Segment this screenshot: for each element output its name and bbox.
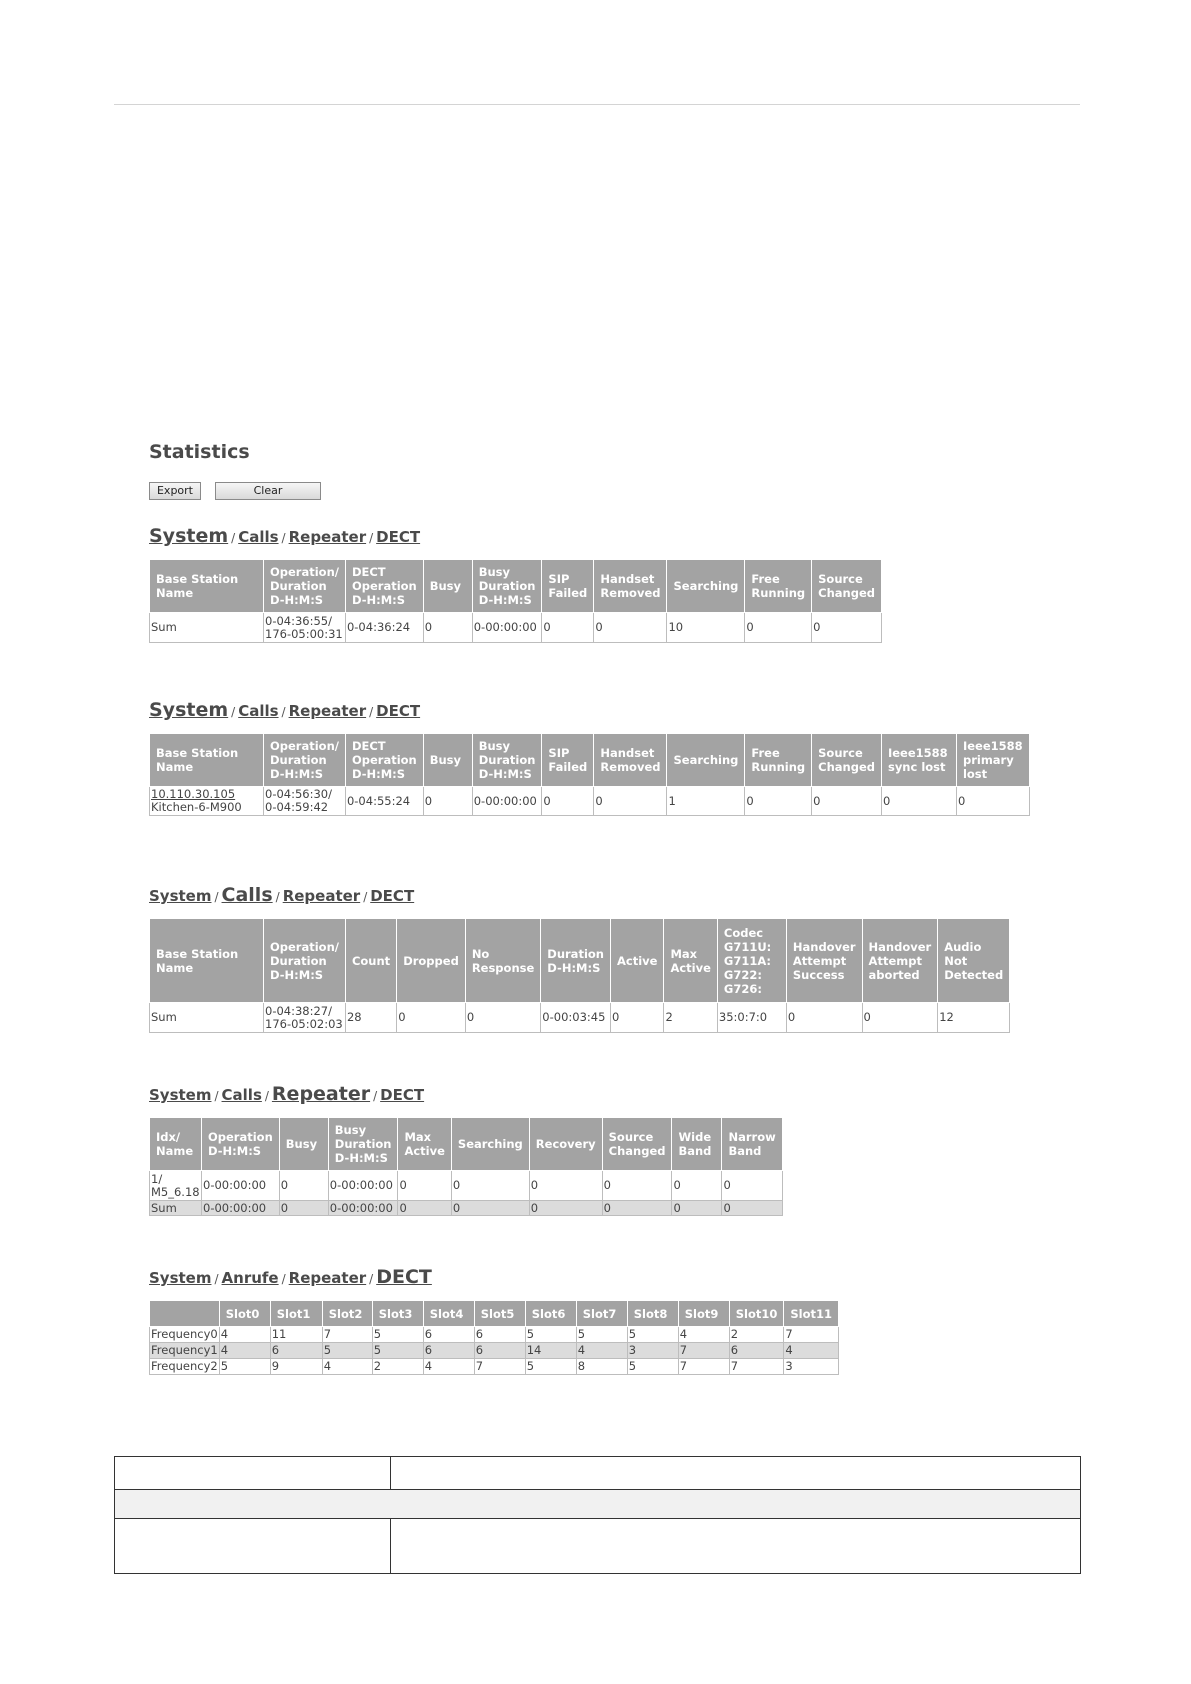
base-station-name: Kitchen-6-M900 <box>151 800 242 814</box>
nav-separator: / <box>231 531 236 545</box>
nav-link-calls[interactable]: Calls <box>221 884 273 906</box>
nav-link-calls[interactable]: Calls <box>238 702 279 720</box>
document-table-cell <box>115 1519 391 1574</box>
nav-link-dect[interactable]: DECT <box>376 702 421 720</box>
table-cell: 4 <box>219 1327 270 1343</box>
col-header: Audio Not Detected <box>938 919 1010 1003</box>
table-cell: 0 <box>672 1171 722 1201</box>
nav-separator: / <box>369 1272 374 1286</box>
nav-link-system[interactable]: System <box>149 887 212 905</box>
nav-separator: / <box>264 1089 269 1103</box>
table-row <box>150 613 882 643</box>
col-header: Slot7 <box>576 1301 627 1327</box>
table-cell: 0 <box>398 1201 451 1216</box>
table-cell: 35:0:7:0 <box>717 1003 786 1033</box>
table-cell: 0 <box>594 787 667 816</box>
table-cell: 0-00:00:00 <box>328 1201 398 1216</box>
col-header: Base Station Name <box>150 560 264 613</box>
table-row <box>150 1201 783 1216</box>
col-header: Slot3 <box>372 1301 423 1327</box>
col-header: Busy Duration D-H:M:S <box>472 734 542 787</box>
table-cell: 0 <box>279 1171 328 1201</box>
nav-link-anrufe[interactable]: Anrufe <box>221 1269 279 1287</box>
table-row <box>150 1343 839 1359</box>
col-header: Slot8 <box>627 1301 678 1327</box>
table-cell: Sum <box>150 1003 264 1033</box>
table-cell: 4 <box>219 1343 270 1359</box>
col-header: Free Running <box>745 734 812 787</box>
table-cell: 0 <box>423 787 472 816</box>
table-cell: 0-00:00:00 <box>202 1171 280 1201</box>
table-cell: 1 <box>667 787 745 816</box>
table-cell: 0 <box>956 787 1029 816</box>
table-cell: 5 <box>219 1359 270 1375</box>
table-cell: 2 <box>664 1003 717 1033</box>
col-header: DECT Operation D-H:M:S <box>345 734 423 787</box>
col-header: Base Station Name <box>150 734 264 787</box>
table-cell: 5 <box>627 1327 678 1343</box>
table-cell: 6 <box>474 1343 525 1359</box>
table-cell: 0 <box>745 787 812 816</box>
dect-slots-table <box>149 1300 839 1375</box>
table-cell: Frequency2 <box>151 1359 218 1373</box>
table-cell: 28 <box>345 1003 396 1033</box>
stats-nav <box>149 1266 1049 1288</box>
table-cell: 6 <box>270 1343 322 1359</box>
table-cell: 0 <box>602 1171 672 1201</box>
col-header: Slot1 <box>270 1301 322 1327</box>
nav-separator: / <box>373 1089 378 1103</box>
operation-cell <box>264 787 346 816</box>
table-cell: 0 <box>465 1003 540 1033</box>
table-cell: 11 <box>270 1327 322 1343</box>
nav-link-system[interactable]: System <box>149 525 229 547</box>
table-cell: 7 <box>474 1359 525 1375</box>
table-row <box>150 1359 839 1375</box>
table-cell: 7 <box>729 1359 784 1375</box>
col-header: Searching <box>667 734 745 787</box>
table-row <box>150 787 1030 816</box>
table-cell: 6 <box>423 1343 474 1359</box>
table-cell: 0-04:36:24 <box>345 613 423 643</box>
system-summary-table <box>149 559 882 643</box>
table-cell: 0 <box>529 1171 602 1201</box>
export-button[interactable]: Export <box>149 482 201 500</box>
nav-separator: / <box>281 531 286 545</box>
col-header: Slot2 <box>322 1301 372 1327</box>
table-cell: 0 <box>672 1201 722 1216</box>
table-cell: 0 <box>722 1171 782 1201</box>
col-header: Ieee1588 sync lost <box>881 734 956 787</box>
table-cell: 3 <box>784 1359 839 1375</box>
col-header: Active <box>610 919 663 1003</box>
col-header: Operation D-H:M:S <box>202 1118 280 1171</box>
page-title: Statistics <box>149 441 250 463</box>
col-header: Slot10 <box>729 1301 784 1327</box>
table-cell: 9 <box>270 1359 322 1375</box>
col-header: Busy <box>279 1118 328 1171</box>
nav-link-dect[interactable]: DECT <box>376 1266 432 1288</box>
stats-nav <box>149 1083 1049 1105</box>
col-header: Count <box>345 919 396 1003</box>
col-header: Codec G711U: G711A: G722: G726: <box>717 919 786 1003</box>
col-header: Slot6 <box>525 1301 576 1327</box>
col-header: Slot4 <box>423 1301 474 1327</box>
nav-link-dect[interactable]: DECT <box>376 528 421 546</box>
col-header: Handset Removed <box>594 734 667 787</box>
table-cell: 0 <box>602 1201 672 1216</box>
table-cell: Frequency1 <box>151 1343 218 1357</box>
col-header: Max Active <box>664 919 717 1003</box>
table-cell: 0 <box>423 613 472 643</box>
document-table-cell <box>391 1457 1081 1490</box>
table-cell: 0 <box>745 613 812 643</box>
nav-separator: / <box>281 1272 286 1286</box>
table-cell: 7 <box>322 1327 372 1343</box>
col-header: Duration D-H:M:S <box>541 919 611 1003</box>
nav-link-dect[interactable]: DECT <box>370 887 415 905</box>
table-cell: Sum <box>150 1201 202 1216</box>
document-table-cell <box>391 1519 1081 1574</box>
table-cell: 5 <box>322 1343 372 1359</box>
table-cell: 5 <box>525 1359 576 1375</box>
col-header: Handover Attempt aborted <box>862 919 938 1003</box>
table-cell: 2 <box>372 1359 423 1375</box>
nav-link-repeater[interactable]: Repeater <box>288 1269 367 1287</box>
nav-separator: / <box>214 1089 219 1103</box>
table-cell: 0-04:55:24 <box>345 787 423 816</box>
col-header: Dropped <box>397 919 466 1003</box>
col-header: Busy Duration D-H:M:S <box>472 560 542 613</box>
table-cell: 5 <box>525 1327 576 1343</box>
table-cell: 6 <box>423 1327 474 1343</box>
table-cell: 3 <box>627 1343 678 1359</box>
col-header: Wide Band <box>672 1118 722 1171</box>
table-cell: 0-00:00:00 <box>472 787 542 816</box>
col-header: Slot5 <box>474 1301 525 1327</box>
col-header: Narrow Band <box>722 1118 782 1171</box>
col-header: Recovery <box>529 1118 602 1171</box>
document-table <box>114 1456 1081 1574</box>
col-header: Source Changed <box>812 734 882 787</box>
table-cell: 0-00:03:45 <box>541 1003 611 1033</box>
col-header: Operation/ Duration D-H:M:S <box>264 560 346 613</box>
col-header: Operation/ Duration D-H:M:S <box>264 919 346 1003</box>
nav-link-dect[interactable]: DECT <box>380 1086 425 1104</box>
table-cell: 0 <box>542 787 594 816</box>
table-cell: 0-04:38:27/ 176-05:02:03 <box>264 1003 346 1033</box>
stats-nav <box>149 884 1049 906</box>
table-cell: 10 <box>667 613 745 643</box>
table-cell: 0-00:00:00 <box>328 1171 398 1201</box>
col-header: Searching <box>667 560 745 613</box>
table-cell: 4 <box>576 1343 627 1359</box>
table-cell: 0 <box>786 1003 862 1033</box>
col-header: SIP Failed <box>542 560 594 613</box>
col-header: Idx/ Name <box>150 1118 202 1171</box>
table-cell: 0-00:00:00 <box>202 1201 280 1216</box>
table-cell: 4 <box>678 1327 729 1343</box>
table-cell: 0 <box>398 1171 451 1201</box>
page-top-rule <box>114 104 1080 105</box>
nav-separator: / <box>275 890 280 904</box>
nav-separator: / <box>369 531 374 545</box>
table-cell: 12 <box>938 1003 1010 1033</box>
col-header: Source Changed <box>812 560 882 613</box>
table-cell: 0 <box>542 613 594 643</box>
operation-value: 0-04:56:30/ <box>265 787 332 801</box>
table-cell: 0-04:36:55/ 176-05:00:31 <box>264 613 346 643</box>
document-table-cell <box>115 1490 1081 1519</box>
col-header: Operation/ Duration D-H:M:S <box>264 734 346 787</box>
table-cell: 0 <box>451 1201 529 1216</box>
table-cell: 8 <box>576 1359 627 1375</box>
document-table-cell <box>115 1457 391 1490</box>
col-header: Max Active <box>398 1118 451 1171</box>
table-cell: 0 <box>529 1201 602 1216</box>
table-cell: 0 <box>862 1003 938 1033</box>
table-cell: 0 <box>812 787 882 816</box>
system-base-station-table <box>149 733 1030 816</box>
table-cell: 5 <box>576 1327 627 1343</box>
table-cell: 4 <box>784 1343 839 1359</box>
col-header: Handset Removed <box>594 560 667 613</box>
nav-separator: / <box>363 890 368 904</box>
table-cell: 14 <box>525 1343 576 1359</box>
base-station-cell <box>150 787 264 816</box>
table-cell: 0 <box>279 1201 328 1216</box>
base-station-ip-link[interactable]: 10.110.30.105 <box>151 787 236 801</box>
table-cell: 2 <box>729 1327 784 1343</box>
table-cell: 0 <box>812 613 882 643</box>
col-header: Slot9 <box>678 1301 729 1327</box>
table-row <box>150 1171 783 1201</box>
toolbar <box>149 482 1049 502</box>
table-cell: 5 <box>372 1327 423 1343</box>
col-header: SIP Failed <box>542 734 594 787</box>
nav-link-repeater[interactable]: Repeater <box>288 528 367 546</box>
table-cell: 0 <box>397 1003 466 1033</box>
nav-link-repeater[interactable]: Repeater <box>271 1083 371 1105</box>
nav-link-system[interactable]: System <box>149 1269 212 1287</box>
table-cell: 7 <box>784 1327 839 1343</box>
calls-table <box>149 918 1010 1033</box>
nav-link-repeater[interactable]: Repeater <box>288 702 367 720</box>
nav-separator: / <box>231 705 236 719</box>
table-cell: 6 <box>729 1343 784 1359</box>
nav-separator: / <box>214 1272 219 1286</box>
nav-separator: / <box>281 705 286 719</box>
col-header: No Response <box>465 919 540 1003</box>
table-cell: 0 <box>610 1003 663 1033</box>
col-header: Slot11 <box>784 1301 839 1327</box>
col-header: Busy <box>423 734 472 787</box>
table-cell: 0 <box>881 787 956 816</box>
duration-value: 0-04:59:42 <box>265 800 329 814</box>
table-cell: 4 <box>423 1359 474 1375</box>
col-header: Handover Attempt Success <box>786 919 862 1003</box>
nav-link-system[interactable]: System <box>149 699 229 721</box>
table-cell: 0 <box>594 613 667 643</box>
table-row <box>150 1003 1010 1033</box>
table-cell: 0 <box>722 1201 782 1216</box>
table-cell: Frequency0 <box>151 1327 218 1341</box>
table-cell: 1/ M5_6.18 <box>151 1171 200 1199</box>
nav-link-repeater[interactable]: Repeater <box>282 887 361 905</box>
col-header <box>150 1301 220 1327</box>
col-header: Ieee1588 primary lost <box>956 734 1029 787</box>
nav-separator: / <box>369 705 374 719</box>
col-header: Base Station Name <box>150 919 264 1003</box>
table-cell: 0 <box>451 1171 529 1201</box>
table-cell: 7 <box>678 1343 729 1359</box>
table-cell: Sum <box>150 613 264 643</box>
repeater-table <box>149 1117 783 1216</box>
nav-link-system[interactable]: System <box>149 1086 212 1104</box>
col-header: Source Changed <box>602 1118 672 1171</box>
col-header: Busy <box>423 560 472 613</box>
nav-separator: / <box>214 890 219 904</box>
table-cell: 5 <box>627 1359 678 1375</box>
nav-link-calls[interactable]: Calls <box>238 528 279 546</box>
table-cell: 7 <box>678 1359 729 1375</box>
col-header: Slot0 <box>219 1301 270 1327</box>
col-header: Busy Duration D-H:M:S <box>328 1118 398 1171</box>
table-row <box>150 1327 839 1343</box>
table-cell: 6 <box>474 1327 525 1343</box>
nav-link-calls[interactable]: Calls <box>221 1086 262 1104</box>
col-header: DECT Operation D-H:M:S <box>345 560 423 613</box>
table-cell: 0-00:00:00 <box>472 613 542 643</box>
statistics-screenshot <box>149 440 1049 1375</box>
clear-button[interactable]: Clear <box>215 482 321 500</box>
table-cell: 5 <box>372 1343 423 1359</box>
table-cell: 4 <box>322 1359 372 1375</box>
col-header: Free Running <box>745 560 812 613</box>
stats-nav <box>149 525 1049 547</box>
stats-nav <box>149 699 1049 721</box>
col-header: Searching <box>451 1118 529 1171</box>
